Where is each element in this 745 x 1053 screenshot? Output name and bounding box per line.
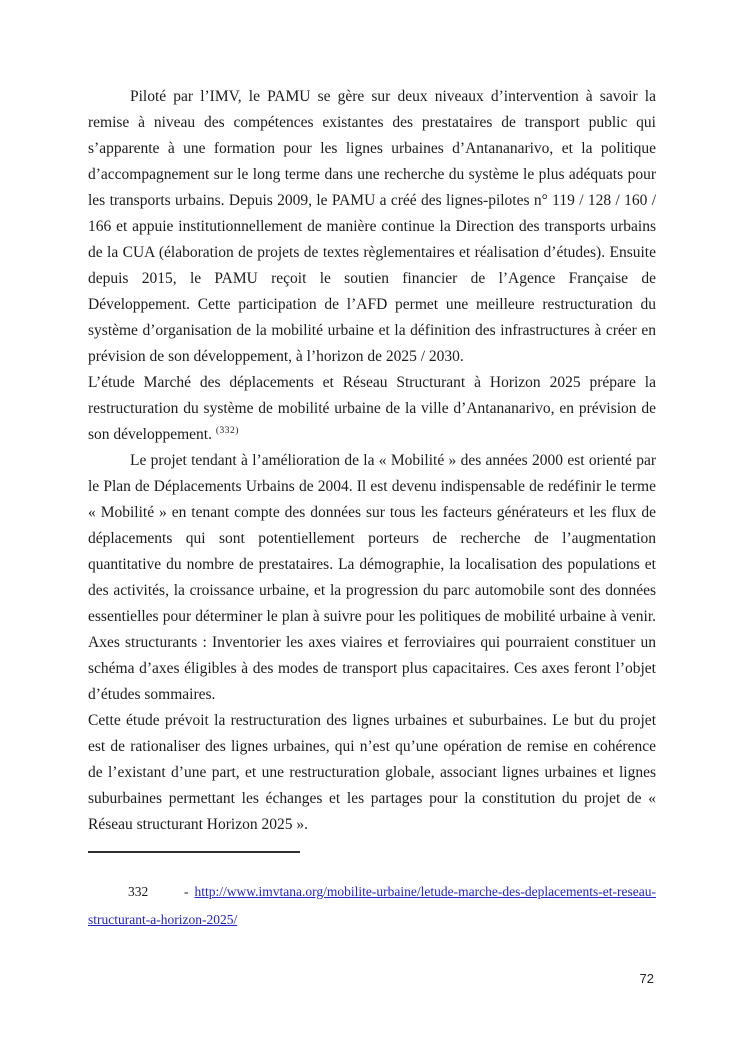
footnote-reference: (332) xyxy=(215,425,239,436)
body-paragraph xyxy=(88,708,656,838)
body-paragraph xyxy=(88,370,656,448)
footnote-link[interactable]: http://www.imvtana.org/mobilite-urbaine/letude-marche-des-deplacements-et-reseau-structurant-a-horizon-2025/ xyxy=(88,884,656,927)
body-paragraph xyxy=(88,84,656,370)
paragraph-text: L’étude Marché des déplacements et Réseau Structurant à Horizon 2025 prépare la restructuration du système de mobilité urbaine de la ville d’Antananarivo, en prévision de son développement. xyxy=(88,374,656,443)
footnote xyxy=(88,878,656,934)
paragraph-text: Piloté par l’IMV, le PAMU se gère sur deux niveaux d’intervention à savoir la remise à niveau des compétences existantes des prestataires de transport public qui s’apparente à une formation pour les lignes urbaines d’Antananarivo, et la politique d’accompagnement sur le long terme dans une recherche du système le plus adéquats pour les transports urbains. Depuis 2009, le PAMU a créé des lignes-pilotes n° 119 / 128 / 160 / 166 et appuie institutionnellement de manière continue la Direction des transports urbains de la CUA (élaboration de projets de textes règlementaires et réalisation d’études). Ensuite depuis 2015, le PAMU reçoit le soutien financier de l’Agence Française de Développement. Cette participation de l’AFD permet une meilleure restructuration du système d’organisation de la mobilité urbaine et la définition des infrastructures à créer en prévision de son développement, à l’horizon de 2025 / 2030. xyxy=(88,88,656,365)
document-body xyxy=(88,84,656,838)
paragraph-text: Cette étude prévoit la restructuration des lignes urbaines et suburbaines. Le but du projet est de rationaliser des lignes urbaines, qui n’est qu’une opération de remise en cohérence de l’existant d’une part, et une restructuration globale, associant lignes urbaines et lignes suburbaines permettant les échanges et les partages pour la constitution du projet de « Réseau structurant Horizon 2025 ». xyxy=(88,712,656,833)
footnote-number: 332 - xyxy=(128,884,189,899)
paragraph-text: Le projet tendant à l’amélioration de la « Mobilité » des années 2000 est orienté par le Plan de Déplacements Urbains de 2004. Il est devenu indispensable de redéfinir le terme « Mobilité » en tenant compte des données sur tous les facteurs générateurs et les flux de déplacements qui sont potentiellement porteurs de recherche de l’augmentation quantitative du nombre de prestataires. La démographie, la localisation des populations et des activités, la croissance urbaine, et la progression du parc automobile sont des données essentielles pour déterminer le plan à suivre pour les politiques de mobilité urbaine à venir. Axes structurants : Inventorier les axes viaires et ferroviaires qui pourraient constituer un schéma d’axes éligibles à des modes de transport plus capacitaires. Ces axes feront l’objet d’études sommaires. xyxy=(88,452,656,703)
body-paragraph xyxy=(88,448,656,708)
page-number: 72 xyxy=(639,971,654,986)
footnote-separator xyxy=(88,851,300,853)
